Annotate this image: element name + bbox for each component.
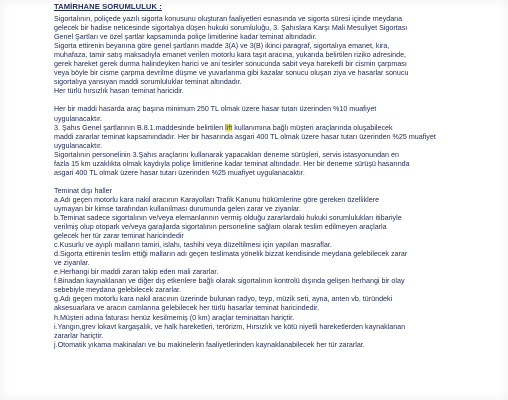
text-line: Sigorta ettirenin beyanına göre genel şartların madde 3(A) ve 3(B) ikinci paragraf, sigortalıya emanet, kira, [54,42,390,51]
text-line: veya böyle bir cisme çarpma devrilme düşme ve yuvarlanma gibi kazalar sonucu oluşan ziya ve hasarlar sonucu [54,69,409,78]
exclusion-line: verilmiş olup otopark ve/veya garajlarda sigortalının personeline sağlam olarak teslim edilmeyen araçlarla [54,223,387,232]
section-heading: TAMİRHANE SORUMLULUK : [54,2,162,11]
exclusion-line: g.Adı geçen motorlu kara nakil aracının üzerinde bulunan radyo, teyp, müzik seti, ayna, anten vb. türündeki [54,295,393,304]
text-line: Genel Şartları ve özel şartlar kapsamında poliçe limitlerine kadar teminat altındadır. [54,33,317,42]
exclusion-line: f.Binadan kaynaklanan ve diğer dış etkenlere bağlı olarak sigortalının kontrolü dışında gelişen herhangi bir olay [54,277,405,286]
text-line: uygulanacaktır. [54,141,103,150]
text-line: Her türlü hırsızlık hasarı teminat haricidir. [54,87,184,96]
coverage-paragraph [54,15,498,96]
text-line: sigortalıya yansıyan maddi sorumluluklar teminat altındadır. [54,78,242,87]
text-line: uygulanacaktır. [54,114,103,123]
text-line: Sigortalının, poliçede yazılı sigorta konusunu oluşturan faaliyetleri esnasında ve sigorta süresi içinde meydana [54,15,403,24]
exclusions-title: Teminat dışı haller [54,186,112,195]
exclusion-line: zararlar hariçtir. [54,331,104,340]
exclusion-line: j.Otomatik yıkama makinaları ve bu makinelerin faaliyetlerinden kaynaklanabilecek her tür zararlar. [54,340,365,349]
exclusion-line: ve ziyanlar. [54,259,90,268]
text-fragment: 3. Şahıs Genel şartlarının B.8.1.maddesinde belirtilen [54,123,226,132]
text-line-lift [54,124,498,133]
text-line: gerek hareket gerek durma halindeyken harici ve ani tesirler sonucunda sabit veya hareketli bir cismin çarpması [54,60,407,69]
text-line: muhafaza, tamir satış maksadıyla emanet verilen motorlu kara taşıt aracına, yukarıda belirtilen riziko adresinde, [54,51,407,60]
text-line: gelecek bir hadise neticesinde sigortalıya düşen hukuki sorumluluğu, 3. Şahıslara Karşı Mali Mesuliyet Sigortası [54,24,408,33]
exclusion-line: b.Teminat sadece sigortalının ve/veya elemanlarının vermiş olduğu zararlardaki hukuki sorumlulukları itibariyle [54,213,402,222]
exclusion-line: e.Herhangi bir maddi zararı takip eden mali zararlar. [54,268,219,277]
exclusion-line: sebebiyle meydana gelebilecek zararlar. [54,286,182,295]
exclusion-line: uymayan bir kimse tarafından kullanılması durumunda gelen zarar ve ziyanlar. [54,204,301,213]
text-fragment: kullanımına bağlı müşteri araçlarında oluşabilecek [232,123,393,132]
exclusion-line: a.Adı geçen motorlu kara nakil aracının Karayolları Trafik Kanunu hükümlerine göre gereken özelliklere [54,195,380,204]
exclusions-section [54,187,498,350]
text-line: Her bir maddi hasarda araç başına minimum 250 TL olmak üzere hasar tutarı üzerinden %10 muafiyet [54,105,377,114]
exclusion-line: c.Kusurlu ve ayıplı malların tamiri, islahı, tashihi veya düzeltilmesi için yapılan masraflar. [54,241,332,250]
text-line: fazla 15 km uzaklıkta olmak kaydıyla poliçe limitlerine kadar teminat altındadır. Her bir deneme sürüşü hasarında [54,159,410,168]
deductible-paragraph [54,105,498,177]
exclusion-line: gelecek her tür zarar teminat haricindedir [54,232,184,241]
text-line: Sigortalının personelinin 3.Şahıs araçlarını kullanarak yapacakları deneme sürüşleri, servis istasyonundan en [54,150,399,159]
document-body [54,2,498,350]
exclusion-line: aksesuarlara ve aracın camlarına gelebilecek her türlü hasarlar teminat haricindedir. [54,304,320,313]
highlighted-word: lift [225,123,233,132]
exclusion-line: i.Yangın,grev lokavt kargaşalık, ve halk hareketleri, terörizm, Hırsızlık ve kötü niyetli hareketlerden kaynaklanan [54,322,406,331]
text-line: maddi zararlar teminat kapsamındadır. Her bir hasarında asgari 400 TL olmak üzere hasar tutarı üzerinden %25 muafiyet [54,132,436,141]
text-line: asgari 400 TL olmak üzere hasar tutarı üzerinden %25 muafiyet uygulanacaktır. [54,168,305,177]
exclusion-line: h.Müşteri adına faturası henüz kesilmemiş (0 km) araçlar teminattan hariçtir. [54,313,295,322]
exclusion-line: d.Sigorta ettirenin teslim ettiği malların adı geçen teslimata yönelik bizzat kendisinde meydana gelebilecek zarar [54,250,408,259]
